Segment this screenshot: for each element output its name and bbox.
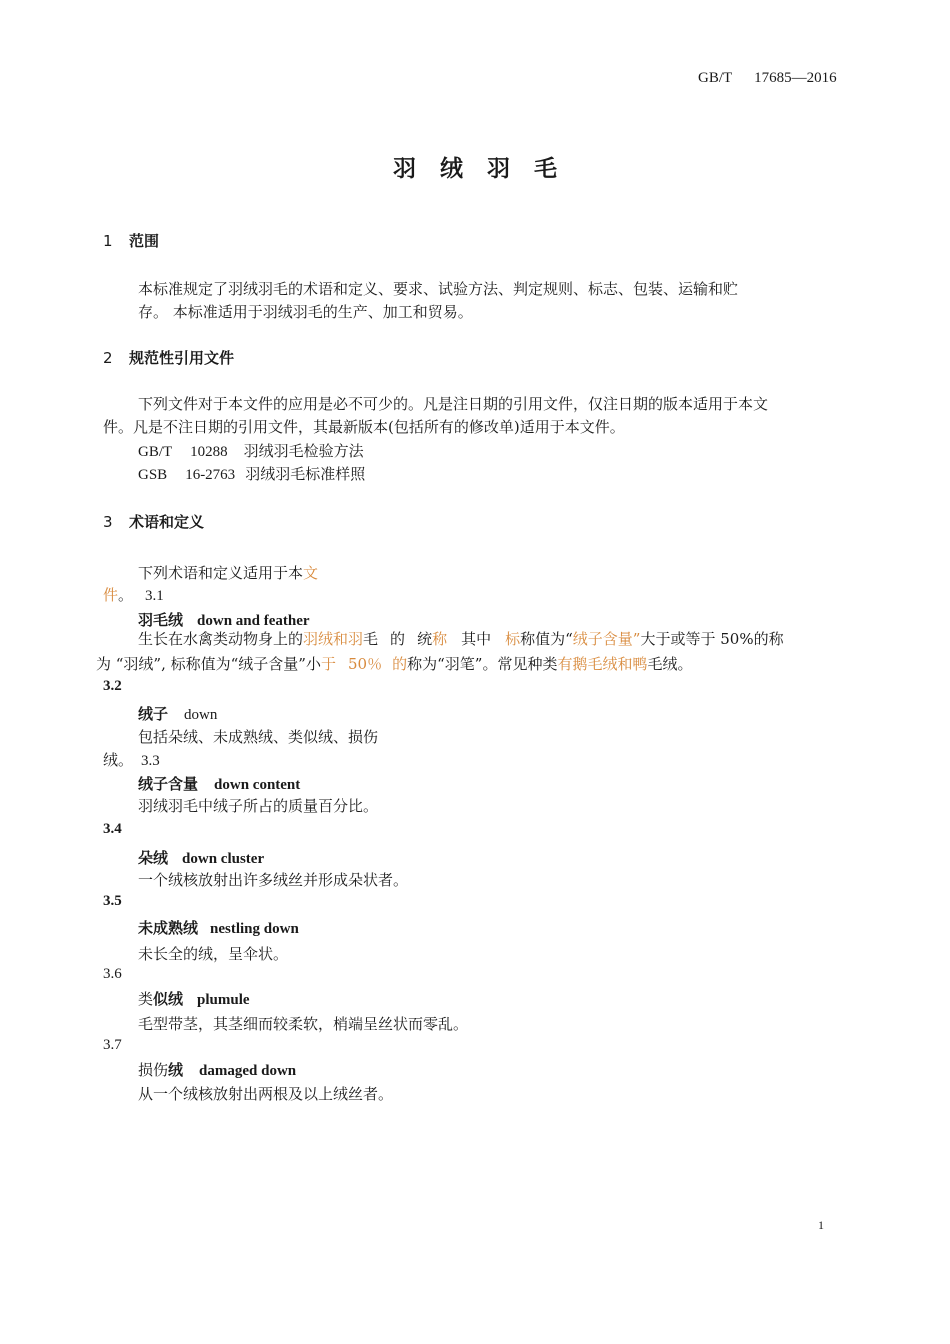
def-text: 毛绒。 (647, 655, 693, 673)
term-3-7-heading (138, 1059, 296, 1080)
term-cn: 未成熟绒 (138, 919, 199, 937)
def-text: 的 (390, 630, 406, 648)
term-cn: 朵绒 (138, 849, 169, 867)
def-highlight: 于 (320, 655, 336, 673)
intro-text: 。 (118, 586, 134, 604)
term-3-1-def-line-1 (138, 628, 784, 649)
term-3-6-heading (138, 988, 250, 1009)
def-highlight: 有鹅毛绒和鸭 (557, 655, 648, 673)
intro-text-highlight: 文 (303, 564, 319, 582)
term-number: 3.4 (103, 821, 122, 837)
reference-item (138, 440, 364, 461)
def-highlight: 羽绒和羽 (303, 630, 364, 648)
term-3-7-def: 从一个绒核放射出两根及以上绒丝者。 (138, 1085, 394, 1103)
ref-number: 10288 (190, 444, 228, 460)
intro-text-highlight: 件 (103, 586, 119, 604)
term-cn: 绒子 (138, 705, 169, 723)
term-en: plumule (197, 992, 250, 1008)
def-text: 毛 (363, 630, 379, 648)
def-text: 为 “羽绒”, 标称值为“绒子含量”小 (96, 655, 321, 673)
def-text: 生长在水禽类动物身上的 (138, 630, 304, 648)
term-3-2-heading (138, 703, 217, 724)
term-cn: 损伤 (138, 1061, 169, 1079)
section-title: 规范性引用文件 (129, 349, 235, 367)
sec2-line-1: 下列文件对于本文件的应用是必不可少的。凡是注日期的引用文件，仅注日期的版本适用于本文 (138, 395, 769, 413)
section-3-heading (103, 511, 204, 532)
section-1-heading (103, 230, 159, 251)
term-number: 3.7 (103, 1037, 122, 1053)
sec3-intro (138, 562, 318, 583)
def-highlight: 绒子含量” (572, 630, 641, 648)
term-cn: 绒 (168, 1061, 184, 1079)
intro-text: 下列术语和定义适用于本 (138, 564, 304, 582)
ref-number: 16-2763 (185, 467, 236, 483)
term-3-2-def-end (103, 749, 160, 770)
def-text: 统 (417, 630, 433, 648)
standard-number: 17685—2016 (754, 70, 837, 86)
standard-code (698, 70, 837, 87)
term-3-5-heading (138, 917, 299, 938)
term-3-1-heading (138, 609, 310, 630)
term-cn: 绒子含量 (138, 775, 199, 793)
document-title: 羽绒羽毛 (393, 156, 581, 182)
term-3-3-heading (138, 773, 300, 794)
reference-item (138, 463, 365, 484)
term-en: down and feather (197, 613, 310, 629)
ref-name: 羽绒羽毛标准样照 (245, 465, 366, 483)
term-3-2-def: 包括朵绒、未成熟绒、类似绒、损伤 (138, 728, 379, 746)
term-en: down (184, 707, 218, 723)
ref-code: GSB (138, 467, 168, 483)
ref-name: 羽绒羽毛检验方法 (243, 442, 364, 460)
def-highlight: 的 (392, 655, 408, 673)
def-text: 绒。 (103, 751, 134, 769)
term-cn: 类 (138, 990, 154, 1008)
def-text: 其中 (461, 630, 492, 648)
ref-code: GB/T (138, 444, 173, 460)
term-3-5-def: 未长全的绒，呈伞状。 (138, 945, 289, 963)
sec1-line-2: 存。 本标准适用于羽绒羽毛的生产、加工和贸易。 (138, 303, 473, 321)
term-number: 3.6 (103, 966, 122, 982)
section-number: 3 (103, 513, 113, 531)
term-en: down content (214, 777, 301, 793)
sec2-line-2: 件。凡是不注日期的引用文件，其最新版本(包括所有的修改单)适用于本文件。 (103, 418, 625, 436)
def-highlight: 50％ (348, 655, 383, 673)
section-2-heading (103, 347, 234, 368)
page-number: 1 (818, 1218, 824, 1232)
section-number: 1 (103, 232, 113, 250)
section-title: 范围 (129, 232, 160, 250)
def-highlight: 称 (432, 630, 448, 648)
term-number: 3.3 (141, 753, 160, 769)
term-cn: 羽毛绒 (138, 611, 184, 629)
term-3-6-def: 毛型带茎，其茎细而较柔软，梢端呈丝状而零乱。 (138, 1015, 469, 1033)
term-3-4-def: 一个绒核放射出许多绒丝并形成朵状者。 (138, 871, 409, 889)
term-en: damaged down (199, 1063, 297, 1079)
term-en: nestling down (210, 921, 299, 937)
standard-prefix: GB/T (698, 70, 733, 86)
section-title: 术语和定义 (129, 513, 205, 531)
term-cn: 似绒 (153, 990, 184, 1008)
section-number: 2 (103, 349, 113, 367)
sec3-intro-end (103, 584, 164, 605)
def-text: 大于或等于 50%的称 (640, 630, 784, 648)
def-text: 称为“羽笔”。常见种类 (407, 655, 558, 673)
term-en: down cluster (182, 851, 265, 867)
def-text: 称值为“ (520, 630, 573, 648)
sec1-line-1: 本标准规定了羽绒羽毛的术语和定义、要求、试验方法、判定规则、标志、包装、运输和贮 (138, 280, 739, 298)
term-3-4-heading (138, 847, 264, 868)
term-number: 3.1 (145, 588, 164, 604)
term-3-1-def-line-2 (96, 653, 692, 674)
term-3-3-def: 羽绒羽毛中绒子所占的质量百分比。 (138, 797, 379, 815)
def-highlight: 标 (505, 630, 521, 648)
term-number: 3.2 (103, 678, 122, 694)
term-number: 3.5 (103, 893, 122, 909)
